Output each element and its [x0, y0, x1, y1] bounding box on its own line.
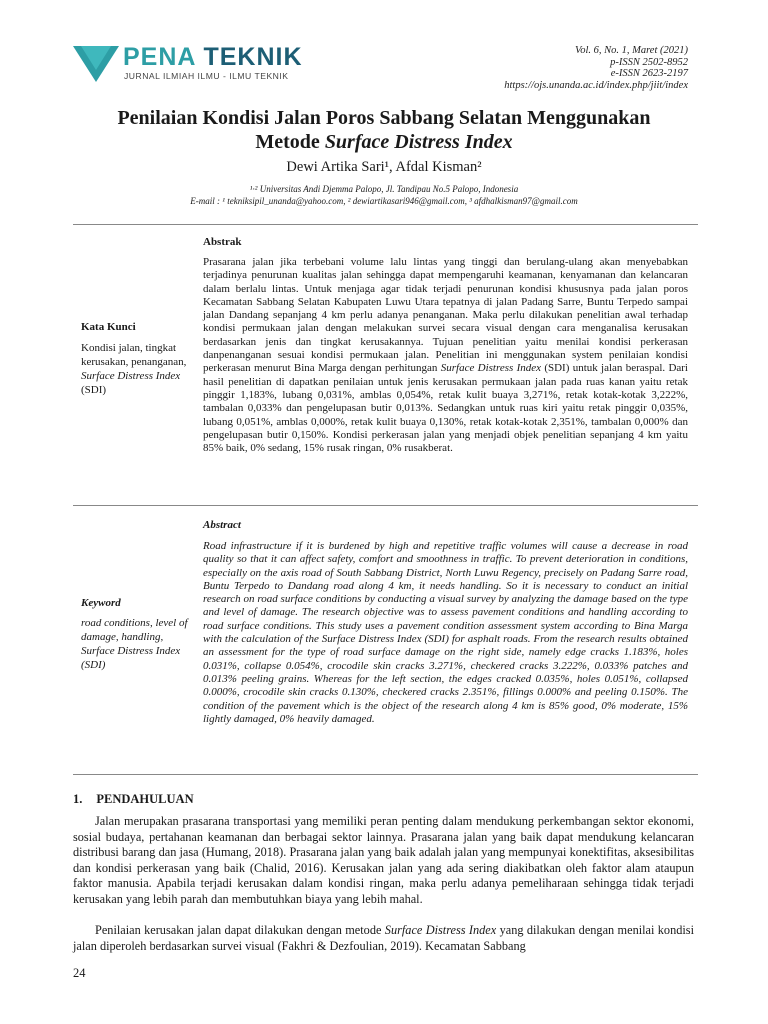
- keyword-text: road conditions, level of damage, handling, Surface Distress Index (SDI): [81, 617, 188, 671]
- journal-info: [504, 45, 688, 91]
- page-number: 24: [73, 966, 86, 980]
- journal-logo: [73, 44, 313, 84]
- pissn: p-ISSN 2502-8952: [610, 56, 688, 68]
- journal-subtitle: JURNAL ILMIAH ILMU - ILMU TEKNIK: [124, 71, 289, 81]
- email-line: E-mail : ¹ tekniksipil_unanda@yahoo.com, ² dewiartikasari946@gmail.com, ³ afdhalkisman97@gmail.com: [190, 195, 578, 206]
- affiliation-block: [0, 184, 768, 207]
- eissn: e-ISSN 2623-2197: [610, 68, 688, 79]
- authors: Dewi Artika Sari¹, Afdal Kisman²: [286, 159, 482, 175]
- body-paragraph: Jalan merupakan prasarana transportasi yang memiliki peran penting dalam mendukung perkembangan sektor ekonomi, sosial budaya, pertahanan keamanan dan berbagai sektor lainnya. Prasarana jalan yang baik dapat mendukung kelancaran distribusi barang dan jasa (Humang, 2018). Prasarana jalan yang baik adalah jalan yang mempunyai konektifitas, aksesibilitas dan kondisi perkerasan yang baik (Chalid, 2016). Kerusakan jalan yang ada sering diakibatkan oleh faktor alam ataupun faktor manusia. Apabila terjadi kerusakan dalam kondisi ringan, maka perlu adanya pemeliharaan sehingga tidak terjadi kerusakan yang lebih parah dan membutuhkan biaya yang lebih mahal.: [73, 814, 694, 906]
- volume-info: Vol. 6, No. 1, Maret (2021): [574, 45, 688, 56]
- abstract-heading: Abstract: [203, 519, 241, 531]
- kata-kunci-heading: Kata Kunci: [81, 321, 136, 333]
- kata-kunci-text: Kondisi jalan, tingkat kerusakan, penanganan, Surface Distress Index (SDI): [81, 342, 187, 396]
- paper-title: Penilaian Kondisi Jalan Poros Sabbang Selatan Menggunakan Metode Surface Distress Index: [117, 107, 651, 153]
- abstrak-heading: Abstrak: [203, 236, 242, 248]
- divider: [73, 505, 698, 506]
- affiliation: ¹·² Universitas Andi Djemma Palopo, Jl. Tandipau No.5 Palopo, Indonesia: [249, 184, 519, 194]
- divider: [73, 224, 698, 225]
- abstract-text: Road infrastructure if it is burdened by high and repetitive traffic volumes will cause a decrease in road quality so that it can affect safety, comfort and smoothness in traffic. To prevent deterioration in conditions, especially on the axis road of South Sabbang District, North Luwu Regency, precisely on Padang Sarre road, Buntu Terpedo to Dandang road along 4 km, it needs handling. So it is necessary to conduct an initial research on road surface conditions by conducting a visual survey by analyzing the damage based on the type and level of damage. The research objective was to assess pavement conditions and handling according to road surface conditions. This study uses a pavement condition assessment system according to Bina Marga with the calculation of the Surface Distress Index (SDI) for asphalt roads. From the research results obtained an assessment for the type of road surface damage on the right side, namely edge cracks 1.183%, holes 0.031%, collapse 0.054%, crocodile skin cracks 3.271%, checkered cracks 3.222%, 0.033% patches and 0.013% peeling grains. Whereas for the left section, the edges cracked 0.035%, holes 0.051%, collapsed 0.000%, crocodile skin cracks 0.130%, checkered cracks 2.351%, fillings 0.000% and peeling 0.150%. The condition of the pavement which is the object of the research along 4 km is 85% good, 0% moderate, 15% lightly damaged, 0% heavily damaged.: [203, 540, 688, 725]
- journal-name: PENA TEKNIK: [123, 43, 303, 71]
- section-heading: 1. PENDAHULUAN: [73, 792, 194, 806]
- triangle-logo-icon: [73, 44, 119, 84]
- abstrak-text: Prasarana jalan jika terbebani volume lalu lintas yang tinggi dan berulang-ulang akan menyebabkan terjadinya penurunan kualitas jalan sehingga dapat mempengaruhi keamanan, kenyamanan dan kelancaran dalam berlalu lintas. Untuk menjaga agar tidak terjadi penurunan kondisi khususnya pada jalan poros Kecamatan Sabbang Selatan Kabupaten Luwu Utara tepatnya di jalan Padang Sarre, Buntu Terpedo sampai jalan Dandang sepanjang 4 km perlu adanya penanganan. Maka perlu dilakukan penelitian awal terhadap kondisi permukaan jalan dengan melakukan survei secara visual dengan cara menganalisa kerusakan berdasarkan jenis dan tingkat kerusakannya. Tujuan penelitian yaitu menilai kondisi perkerasan danpenanganan sesuai kondisi permukaan jalan. Penelitian ini menggunakan system penilaian kondisi perkerasan menurut Bina Marga dengan perhitungan Surface Distress Index (SDI) untuk jalan beraspal. Dari hasil penelitian di dapatkan penilaian untuk jenis kerusakan permukaan jalan pada ruas kanan yaitu retak pinggir 1,183%, lubang 0,031%, amblas 0,054%, retak kulit buaya 3,271%, retak kotak-kotak 3,222%, tambalan 0,033% dan pengelupasan butir 0,013%. Sedangkan untuk ruas kiri yaitu retak pinggir 0,035%, lubang 0,051%, amblas 0,000%, retak kulit buaya 0,130%, retak kotak-kotak 2,351%, tambalan 0,000% dan pengelupasan butir 0,150%. Kondisi perkerasan jalan yang menjadi objek penelitian sepanjang 4 km yaitu 85% baik, 0% sedang, 15% rusak ringan, 0% rusakberat.: [203, 256, 688, 455]
- keyword-heading: Keyword: [81, 597, 121, 609]
- journal-url[interactable]: https://ojs.unanda.ac.id/index.php/jiit/index: [504, 79, 688, 91]
- divider: [73, 774, 698, 775]
- body-paragraph: Penilaian kerusakan jalan dapat dilakukan dengan metode Surface Distress Index yang dilakukan dengan menilai kondisi jalan diperoleh berdasarkan survei visual (Fakhri & Dezfoulian, 2019). Kecamatan Sabbang: [73, 923, 694, 953]
